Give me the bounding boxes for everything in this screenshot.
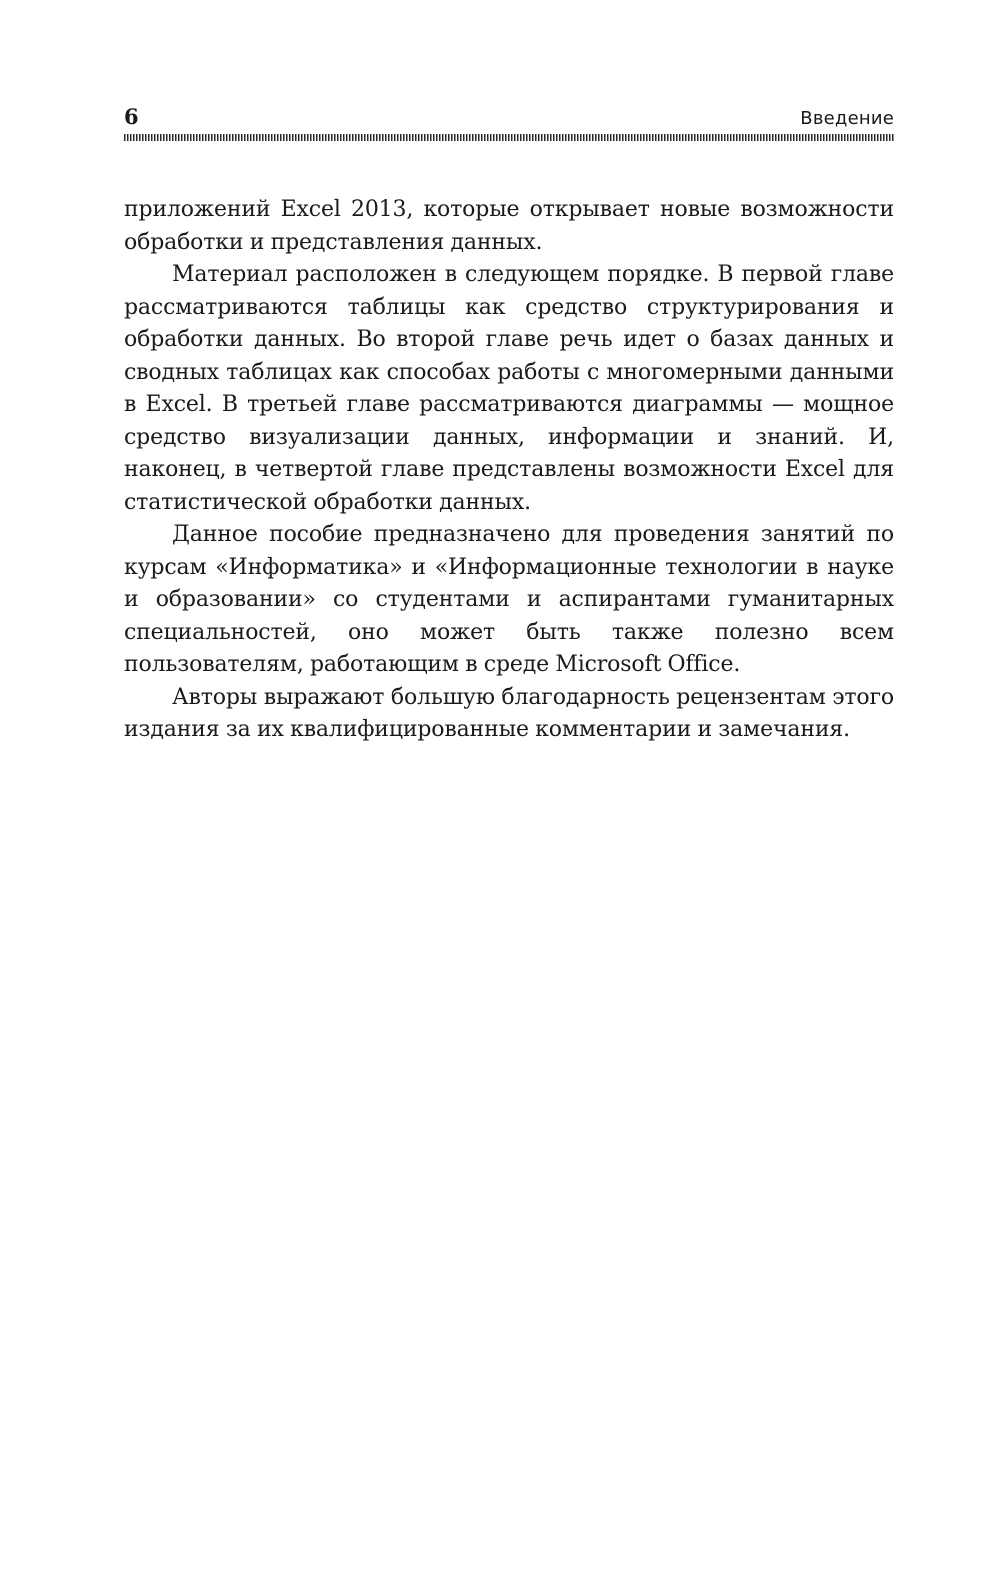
header-dotted-rule — [124, 134, 894, 141]
paragraph-continuation: приложений Excel 2013, которые открывает новые возможности обработки и представления данных. — [124, 197, 894, 255]
paragraph-material-order: Материал расположен в следующем порядке. В первой главе рассматриваются таблицы как средство структурирования и обработки данных. Во второй главе речь идет о базах данных и сводных таблицах как способах работы с многомерными данными в Excel. В третьей главе рассматриваются диаграммы — мощное средство визуализации данных, информации и знаний. И, наконец, в четвертой главе представлены возможности Excel для статистической обработки данных. — [124, 262, 894, 515]
paragraph-acknowledgements: Авторы выражают большую благодарность рецензентам этого издания за их квалифицированные комментарии и замечания. — [124, 684, 894, 742]
paragraph-purpose: Данное пособие предназначено для проведения занятий по курсам «Информатика» и «Информационные технологии в науке и образовании» со студентами и аспирантами гуманитарных специальностей, оно может быть также полезно всем пользователям, работающим в среде Microsoft Office. — [124, 522, 894, 677]
running-header — [124, 100, 894, 134]
page-number: 6 — [124, 104, 139, 129]
book-page — [124, 100, 894, 742]
running-title: Введение — [800, 108, 894, 129]
body-text — [124, 194, 894, 747]
